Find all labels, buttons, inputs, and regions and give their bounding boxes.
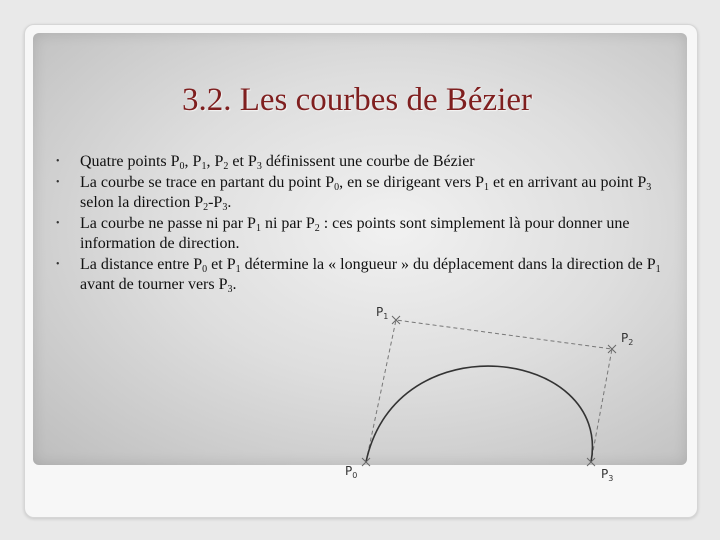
bullet-text: Quatre points $P_0$, $P_1$, $P_2$ et $P_3$ définissent une courbe de Bézier [80,153,475,172]
p3-label: P3 [601,467,614,483]
control-polygon [366,320,612,462]
bullet-text: La courbe se trace en partant du point $P_0$, en se dirigeant vers $P_1$ et en arrivant au point $P_3$ selon la direction $P_2-P_3$. [80,173,652,213]
bezier-curve [366,366,592,462]
bullet-marker: • [56,176,60,188]
slide-title: 3.2. Les courbes de Bézier [181,82,533,118]
bullet-text: La distance entre $P_0$ et $P_1$ détermine la « longueur » du déplacement dans la direction de $P_1$ avant de tourner vers $P_3$. [80,255,661,295]
bullet-marker: • [56,156,60,167]
p0-label: P0 [345,464,358,480]
p1-label: P1 [376,305,389,321]
bullet-marker: • [56,217,60,229]
p2-label: P2 [621,331,634,347]
bullet-text: La courbe ne passe ni par $P_1$ ni par $P_2$ : ces points sont simplement là pour donner une information de direction. [80,214,630,252]
bullet-marker: • [56,258,60,270]
